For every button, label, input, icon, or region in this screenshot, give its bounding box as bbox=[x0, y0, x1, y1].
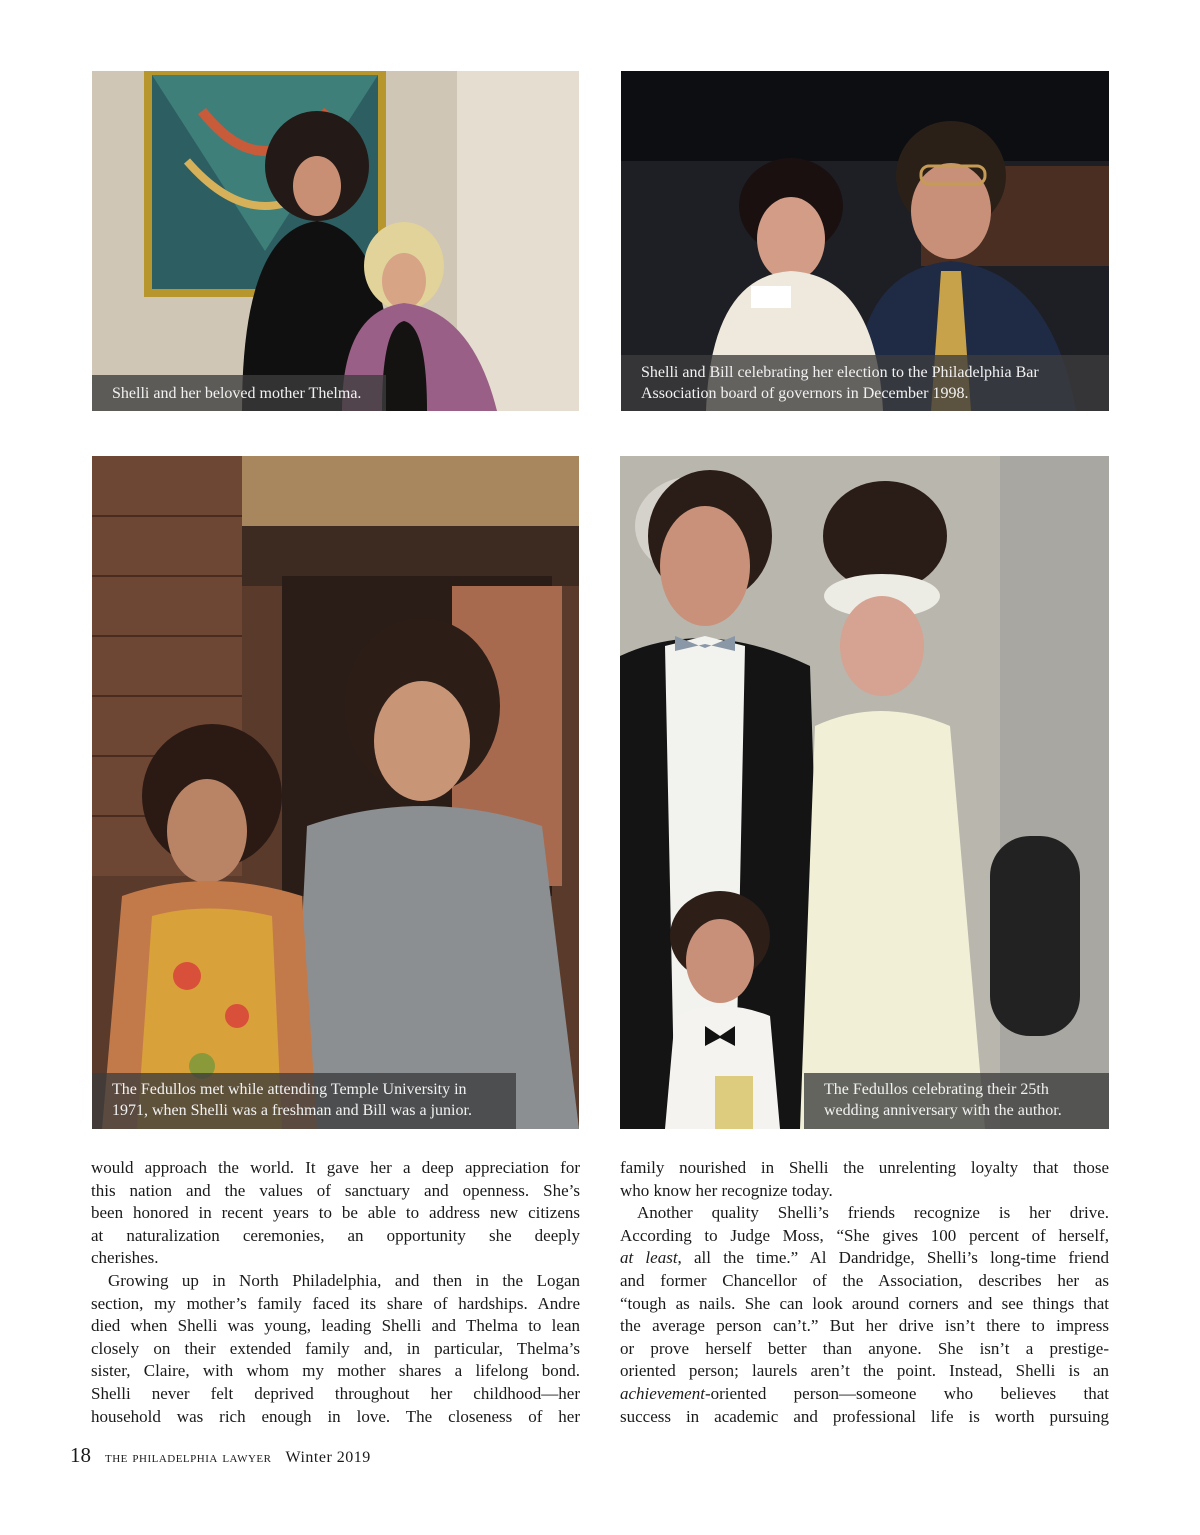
photo-shelli-and-bill-1998 bbox=[621, 71, 1109, 411]
page-number: 18 bbox=[70, 1443, 91, 1467]
text-line: died when Shelli was young, leading Shelli and Thelma to lean bbox=[91, 1316, 580, 1336]
issue-date: Winter 2019 bbox=[285, 1449, 371, 1466]
text-line: been honored in recent years to be able to address new citizens bbox=[91, 1203, 580, 1223]
magazine-name: the philadelphia lawyer bbox=[105, 1449, 272, 1466]
photo-caption bbox=[804, 1073, 1109, 1129]
photo-caption bbox=[621, 355, 1109, 411]
paragraph bbox=[620, 1202, 1109, 1428]
article-column-left bbox=[91, 1157, 580, 1428]
text-line: and former Chancellor of the Association, describes her as bbox=[620, 1270, 1109, 1290]
article-column-right bbox=[620, 1157, 1109, 1428]
paragraph bbox=[91, 1157, 580, 1270]
caption-line: 1971, when Shelli was a freshman and Bill was a junior. bbox=[112, 1102, 472, 1119]
paragraph bbox=[620, 1157, 1109, 1202]
photo-caption bbox=[92, 1073, 516, 1129]
emphasis-text: at least bbox=[620, 1248, 678, 1268]
text-line: household was rich enough in love. The closeness of her bbox=[91, 1406, 580, 1426]
text-segment: -oriented person—someone who believes that bbox=[704, 1383, 1109, 1403]
text-line: Growing up in North Philadelphia, and then in the Logan bbox=[108, 1270, 580, 1290]
caption-line: The Fedullos met while attending Temple University in bbox=[112, 1081, 467, 1098]
caption-line: The Fedullos celebrating their 25th bbox=[824, 1081, 1049, 1098]
text-line: section, my mother’s family faced its share of hardships. Andre bbox=[91, 1293, 580, 1313]
text-line: According to Judge Moss, “She gives 100 percent of herself, bbox=[620, 1225, 1109, 1245]
text-line: cherishes. bbox=[91, 1248, 159, 1268]
emphasis-text: achievement bbox=[620, 1383, 705, 1403]
text-line: Another quality Shelli’s friends recognize is her drive. bbox=[637, 1203, 1109, 1223]
caption-line: Association board of governors in December 1998. bbox=[641, 385, 969, 402]
text-line: “tough as nails. She can look around corners and see things that bbox=[620, 1293, 1109, 1313]
text-line: Shelli never felt deprived throughout her childhood—her bbox=[91, 1383, 580, 1403]
text-line bbox=[620, 1247, 1109, 1270]
text-segment: , all the time.” Al Dandridge, Shelli’s long-time friend bbox=[677, 1248, 1109, 1268]
text-line: closely on their extended family and, in particular, Thelma’s bbox=[91, 1338, 580, 1358]
text-line: at naturalization ceremonies, an opportunity she deeply bbox=[91, 1225, 580, 1245]
text-line: family nourished in Shelli the unrelenting loyalty that those bbox=[620, 1158, 1109, 1177]
text-line: sister, Claire, with whom my mother shares a lifelong bond. bbox=[91, 1361, 580, 1381]
photo-fedullos-1971 bbox=[92, 456, 579, 1129]
photo-caption bbox=[92, 375, 386, 411]
photo-25th-anniversary bbox=[620, 456, 1109, 1129]
caption-line: wedding anniversary with the author. bbox=[824, 1102, 1062, 1119]
photo-shelli-and-mother bbox=[92, 71, 579, 411]
text-line: success in academic and professional life is worth pursuing bbox=[620, 1406, 1109, 1426]
text-line: or prove herself better than anyone. She isn’t a prestige- bbox=[620, 1338, 1109, 1358]
photo-image bbox=[620, 456, 1109, 1129]
text-line: would approach the world. It gave her a deep appreciation for bbox=[91, 1158, 580, 1177]
photo-image bbox=[92, 71, 579, 411]
paragraph bbox=[91, 1270, 580, 1428]
caption-line: Shelli and her beloved mother Thelma. bbox=[112, 385, 362, 402]
text-line: who know her recognize today. bbox=[620, 1180, 833, 1200]
photo-image bbox=[92, 456, 579, 1129]
caption-line: Shelli and Bill celebrating her election to the Philadelphia Bar bbox=[641, 364, 1039, 381]
page-footer bbox=[70, 1443, 371, 1468]
text-line bbox=[620, 1383, 1109, 1406]
text-line: this nation and the values of sanctuary and openness. She’s bbox=[91, 1180, 580, 1200]
text-line: oriented person; laurels aren’t the point. Instead, Shelli is an bbox=[620, 1361, 1109, 1381]
text-line: the average person can’t.” But her drive isn’t there to impress bbox=[620, 1316, 1109, 1336]
